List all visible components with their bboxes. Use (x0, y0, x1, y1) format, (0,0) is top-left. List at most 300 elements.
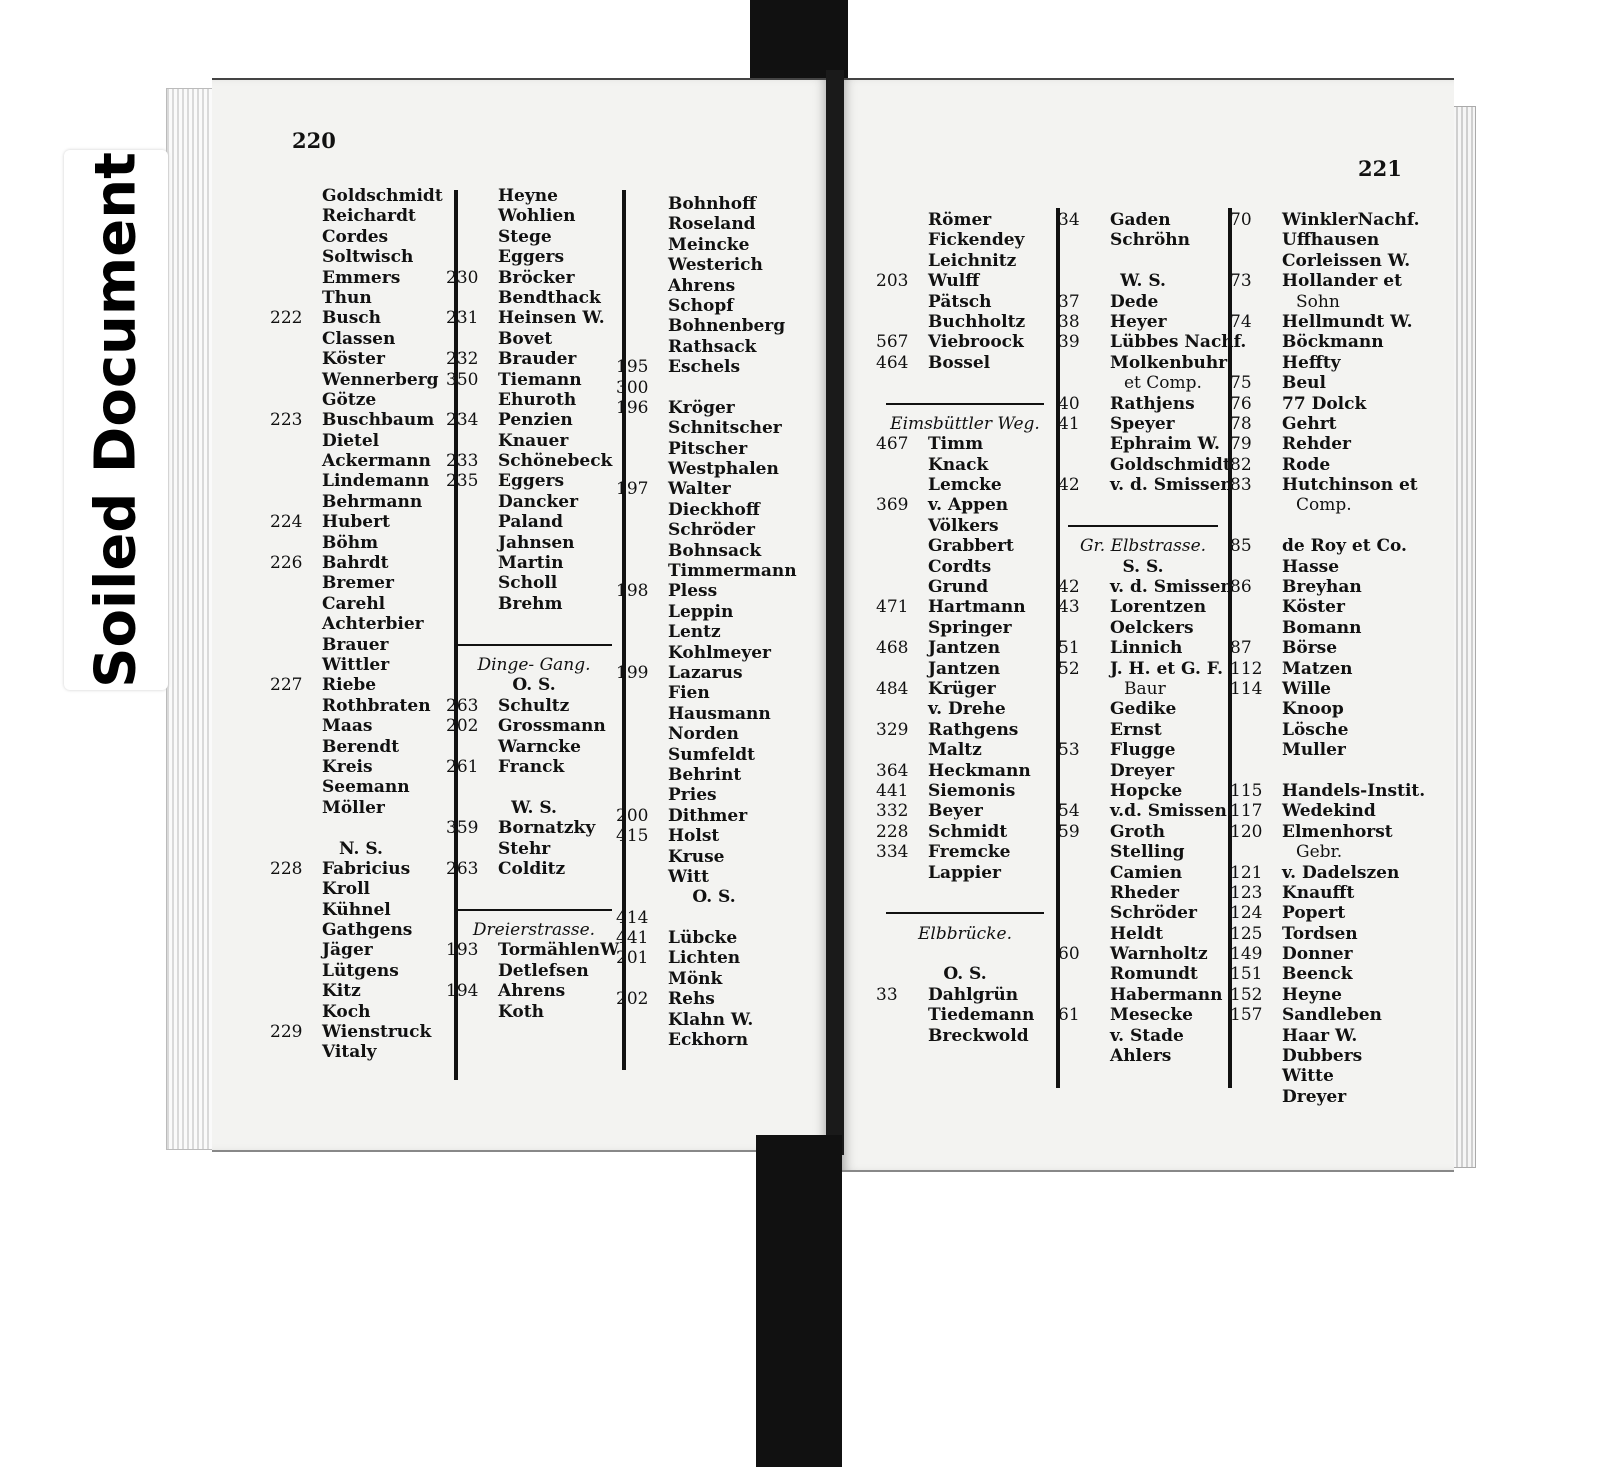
directory-entry (1230, 251, 1426, 271)
side-heading: W. S. (511, 797, 557, 818)
entry-name: Dreyer (1282, 1086, 1347, 1107)
entry-name: Hutchinson et (1282, 475, 1418, 496)
directory-entry (876, 863, 1054, 883)
house-number: 441 (876, 780, 909, 801)
entry-name: Krüger (928, 678, 996, 699)
directory-entry (1058, 1026, 1228, 1046)
entry-name: Goldschmidt (322, 186, 443, 206)
house-number: 34 (1058, 210, 1080, 230)
directory-entry (446, 471, 622, 491)
entry-name: Rheder (1110, 882, 1179, 903)
entry-name: Grabbert (928, 536, 1014, 557)
entry-name: Camien (1110, 862, 1183, 883)
house-number: 115 (1230, 780, 1263, 801)
entry-continuation (1230, 842, 1426, 862)
entry-name: Sumfeldt (668, 744, 755, 765)
directory-entry (876, 475, 1054, 495)
house-number: 567 (876, 332, 909, 353)
directory-entry (876, 495, 1054, 515)
house-number: 70 (1230, 210, 1252, 230)
directory-entry (270, 288, 452, 308)
house-number: 235 (446, 471, 479, 492)
entry-name: Breckwold (928, 1025, 1029, 1046)
house-number: 78 (1230, 413, 1252, 434)
house-number: 329 (876, 719, 909, 740)
entry-name: Riebe (322, 675, 377, 696)
directory-entry (270, 594, 452, 614)
entry-name: Schröder (668, 520, 755, 541)
entry-name: Leichnitz (928, 250, 1017, 271)
directory-entry (876, 597, 1054, 617)
entry-name: Reichardt (322, 206, 416, 227)
entry-name: Schmidt (928, 821, 1008, 842)
house-number: 233 (446, 451, 479, 472)
entry-name: Franck (498, 756, 565, 777)
entry-name: et Comp. (1124, 373, 1202, 394)
house-number: 227 (270, 675, 303, 696)
directory-entry (270, 859, 452, 879)
directory-entry (446, 533, 622, 553)
street-heading: Dreierstrasse. (472, 920, 596, 941)
entry-name: Knoop (1282, 699, 1344, 720)
directory-entry (270, 349, 452, 369)
directory-entry (616, 643, 812, 663)
entry-name: Hubert (322, 512, 390, 533)
entry-name: Dede (1110, 291, 1159, 312)
house-number: 112 (1230, 658, 1263, 679)
directory-entry (446, 594, 622, 614)
entry-continuation (1230, 292, 1426, 312)
directory-entry (1058, 353, 1228, 373)
spacer (446, 777, 622, 797)
entry-name: WinklerNachf. (1282, 210, 1420, 230)
entry-name: Maltz (928, 740, 982, 761)
directory-entry (270, 410, 452, 430)
entry-name: Stehr (498, 838, 551, 859)
entry-name: Cordes (322, 226, 389, 247)
directory-entry (876, 292, 1054, 312)
directory-entry (270, 798, 452, 818)
directory-entry (616, 622, 812, 642)
entry-name: Rathgens (928, 719, 1019, 740)
directory-entry (616, 969, 812, 989)
directory-entry (876, 332, 1054, 352)
entry-name: Matzen (1282, 658, 1353, 679)
entry-name: Bossel (928, 352, 991, 373)
entry-name: Beul (1282, 373, 1327, 394)
entry-name: Colditz (498, 858, 566, 879)
directory-entry (446, 573, 622, 593)
directory-entry (1230, 740, 1426, 760)
entry-name: Corleissen W. (1282, 250, 1411, 271)
entry-name: Seemann (322, 777, 410, 798)
spacer (876, 883, 1054, 903)
entry-name: Bröcker (498, 267, 575, 288)
entry-name: Lütgens (322, 960, 399, 981)
house-number: 157 (1230, 1005, 1263, 1026)
house-number: 197 (616, 479, 649, 500)
house-number: 117 (1230, 801, 1263, 822)
directory-entry (616, 826, 812, 846)
entry-name: Buchholtz (928, 311, 1026, 332)
directory-entry (270, 390, 452, 410)
entry-name: Ahlers (1110, 1046, 1172, 1067)
entry-name: Jäger (322, 940, 373, 961)
house-number: 224 (270, 512, 303, 533)
directory-entry (1058, 230, 1228, 250)
house-number: 76 (1230, 393, 1252, 414)
entry-name: Bahrdt (322, 553, 389, 574)
directory-entry (1058, 659, 1228, 679)
house-number: 41 (1058, 413, 1080, 434)
directory-entry (1230, 638, 1426, 658)
entry-name: Heyne (498, 186, 558, 206)
directory-entry (876, 577, 1054, 597)
entry-name: Warncke (498, 736, 581, 757)
directory-entry (876, 740, 1054, 760)
directory-entry (876, 985, 1054, 1005)
house-number: 42 (1058, 475, 1080, 496)
entry-name: Bornatzky (498, 818, 596, 839)
entry-name: Buschbaum (322, 410, 435, 431)
entry-name: Pries (668, 785, 717, 806)
entry-name: Beenck (1282, 964, 1353, 985)
entry-name: Böckmann (1282, 332, 1384, 353)
directory-entry (1230, 1046, 1426, 1066)
entry-name: Soltwisch (322, 247, 414, 268)
directory-entry (446, 716, 622, 736)
directory-entry (876, 230, 1054, 250)
directory-entry (616, 867, 812, 887)
entry-name: Donner (1282, 944, 1353, 965)
directory-entry (616, 479, 812, 499)
spacer (1058, 251, 1228, 271)
section-divider (876, 903, 1054, 923)
entry-name: Kitz (322, 981, 361, 1002)
directory-entry (270, 308, 452, 328)
directory-entry (446, 451, 622, 471)
directory-entry (876, 210, 1054, 230)
entry-name: Heffty (1282, 352, 1341, 373)
entry-name: Bomann (1282, 617, 1362, 638)
entry-name: Lichten (668, 948, 741, 969)
entry-name: Kohlmeyer (668, 642, 772, 663)
directory-entry (1230, 1066, 1426, 1086)
directory-entry (876, 801, 1054, 821)
house-number: 263 (446, 858, 479, 879)
entry-name: Rathsack (668, 336, 757, 357)
entry-name: Gehrt (1282, 413, 1337, 434)
house-number: 359 (446, 818, 479, 839)
directory-entry (446, 859, 622, 879)
directory-entry (1230, 353, 1426, 373)
entry-name: Uffhausen (1282, 230, 1380, 251)
directory-entry (446, 288, 622, 308)
directory-entry (1058, 597, 1228, 617)
entry-name: Classen (322, 328, 396, 349)
entry-name: Penzien (498, 410, 573, 431)
entry-name: Dieckhoff (668, 499, 760, 520)
directory-entry (616, 520, 812, 540)
entry-name: Walter (668, 479, 731, 500)
directory-entry (270, 635, 452, 655)
directory-entry (616, 541, 812, 561)
entry-name: Cordts (928, 556, 992, 577)
directory-entry (1230, 699, 1426, 719)
directory-entry (1230, 801, 1426, 821)
entry-name: Popert (1282, 903, 1346, 924)
entry-name: Breyhan (1282, 577, 1362, 598)
directory-entry (1230, 1087, 1426, 1107)
house-number: 33 (876, 984, 898, 1005)
house-number: 222 (270, 308, 303, 329)
entry-name: Timmermann (668, 561, 797, 582)
directory-entry (1230, 1026, 1426, 1046)
entry-name: v. Dadelszen (1282, 862, 1400, 883)
house-number: 82 (1230, 454, 1252, 475)
directory-entry (876, 618, 1054, 638)
house-number: 75 (1230, 373, 1252, 394)
side-heading: S. S. (1122, 556, 1164, 577)
entry-name: Grund (928, 577, 989, 598)
directory-entry (1230, 557, 1426, 577)
directory-entry (616, 398, 812, 418)
directory-entry (1230, 618, 1426, 638)
house-number: 87 (1230, 638, 1252, 659)
directory-entry (446, 247, 622, 267)
entry-name: Bohnsack (668, 540, 762, 561)
entry-name: Brauder (498, 349, 577, 370)
house-number: 234 (446, 410, 479, 431)
entry-name: Ackermann (322, 451, 431, 472)
house-number: 261 (446, 756, 479, 777)
directory-entry (270, 1042, 452, 1062)
directory-entry (270, 451, 452, 471)
entry-name: Fickendey (928, 230, 1025, 251)
entry-name: Hartmann (928, 597, 1026, 618)
house-number: 43 (1058, 597, 1080, 618)
house-number: 228 (876, 821, 909, 842)
house-number: 37 (1058, 291, 1080, 312)
entry-name: Muller (1282, 740, 1346, 761)
directory-entry (1230, 903, 1426, 923)
house-number: 202 (616, 989, 649, 1010)
directory-entry (1058, 781, 1228, 801)
entry-name: Siemonis (928, 780, 1016, 801)
entry-name: de Roy et Co. (1282, 536, 1407, 557)
entry-continuation (1058, 679, 1228, 699)
entry-name: Jantzen (928, 638, 1001, 659)
entry-name: Witt (668, 866, 709, 887)
entry-name: Tiemann (498, 369, 582, 390)
entry-name: Ahrens (668, 275, 736, 296)
section-divider (446, 900, 622, 920)
directory-entry (1058, 292, 1228, 312)
directory-entry (1058, 210, 1228, 230)
entry-name: Haar W. (1282, 1025, 1358, 1046)
directory-entry (446, 839, 622, 859)
directory-entry (270, 370, 452, 390)
directory-entry (1230, 434, 1426, 454)
entry-name: Pätsch (928, 291, 992, 312)
house-number: 464 (876, 352, 909, 373)
entry-name: Lindemann (322, 471, 430, 492)
directory-entry (1058, 332, 1247, 353)
directory-entry (270, 737, 452, 757)
directory-entry (270, 614, 452, 634)
entry-name: Ephraim W. (1110, 434, 1220, 455)
directory-entry (446, 553, 622, 573)
directory-entry (446, 268, 622, 288)
entry-name: Heckmann (928, 760, 1031, 781)
entry-name: Rehs (668, 989, 715, 1010)
house-number: 195 (616, 357, 649, 378)
directory-entry (270, 329, 452, 349)
entry-name: Eggers (498, 247, 565, 268)
directory-entry (446, 227, 622, 247)
entry-name: v.d. Smissen (1110, 801, 1227, 822)
directory-entry (616, 928, 812, 948)
book-gutter (826, 70, 844, 1155)
directory-column-3 (616, 194, 812, 1050)
entry-name: Baur (1124, 678, 1166, 699)
entry-name: Hollander et (1282, 271, 1402, 292)
entry-name: Götze (322, 389, 377, 410)
directory-entry (270, 206, 452, 226)
page-number-right: 221 (1358, 156, 1402, 181)
house-number: 415 (616, 826, 649, 847)
directory-entry (1058, 801, 1228, 821)
entry-name: Warnholtz (1110, 944, 1208, 965)
directory-entry (270, 879, 452, 899)
directory-entry (446, 349, 622, 369)
house-number: 124 (1230, 903, 1263, 924)
house-number: 149 (1230, 944, 1263, 965)
directory-entry (876, 353, 1054, 373)
entry-name: Fien (668, 683, 710, 704)
spacer (1058, 495, 1228, 515)
entry-name: Eschels (668, 357, 741, 378)
entry-name: Speyer (1110, 413, 1175, 434)
house-number: 484 (876, 678, 909, 699)
entry-name: Wennerberg (322, 369, 439, 390)
house-number: 350 (446, 369, 479, 390)
directory-entry (270, 1022, 452, 1042)
entry-name: Springer (928, 617, 1012, 638)
house-number: 364 (876, 760, 909, 781)
page-number-left: 220 (292, 128, 336, 153)
entry-name: Groth (1110, 821, 1166, 842)
entry-name: Hellmundt W. (1282, 311, 1413, 332)
directory-entry (446, 431, 622, 451)
directory-entry (270, 940, 452, 960)
directory-entry (446, 981, 622, 1001)
directory-entry (1058, 761, 1228, 781)
house-number: 467 (876, 434, 909, 455)
entry-name: Rode (1282, 454, 1331, 475)
entry-name: Handels-Instit. (1282, 780, 1426, 801)
entry-name: 77 Dolck (1282, 393, 1367, 414)
side-heading: O. S. (512, 675, 556, 696)
directory-entry (876, 251, 1054, 271)
house-number: 223 (270, 410, 303, 431)
directory-entry (616, 948, 812, 968)
directory-entry (876, 659, 1054, 679)
directory-entry (616, 276, 812, 296)
side-heading: O. S. (692, 887, 736, 908)
entry-name: Mesecke (1110, 1005, 1193, 1026)
directory-entry (270, 573, 452, 593)
spacer (446, 614, 622, 634)
directory-entry (270, 777, 452, 797)
directory-entry (876, 516, 1054, 536)
directory-entry (270, 675, 452, 695)
entry-name: Lübbes Nachf. (1110, 332, 1247, 353)
entry-name: Beyer (928, 801, 983, 822)
entry-name: Gathgens (322, 920, 413, 941)
entry-name: Scholl (498, 573, 558, 594)
entry-name: Martin (498, 553, 564, 574)
directory-entry (270, 431, 452, 451)
entry-name: Schultz (498, 695, 570, 716)
directory-entry (270, 716, 452, 736)
directory-entry (1230, 414, 1426, 434)
street-heading: Gr. Elbstrasse. (1079, 536, 1207, 557)
entry-name: Gedike (1110, 699, 1177, 720)
directory-entry (616, 378, 812, 398)
house-number: 152 (1230, 984, 1263, 1005)
directory-entry (1230, 659, 1426, 679)
entry-name: Heyer (1110, 311, 1167, 332)
entry-name: Comp. (1296, 495, 1352, 516)
entry-name: Kruse (668, 846, 725, 867)
stamp-label: Soiled Document (83, 152, 149, 688)
directory-entry (446, 961, 622, 981)
entry-name: Wedekind (1282, 801, 1376, 822)
house-number: 123 (1230, 882, 1263, 903)
directory-entry (446, 186, 622, 206)
house-number: 414 (616, 907, 649, 928)
entry-name: Eggers (498, 471, 565, 492)
house-number: 86 (1230, 577, 1252, 598)
house-number: 200 (616, 805, 649, 826)
soiled-document-stamp (64, 150, 168, 690)
entry-name: Jantzen (928, 658, 1001, 679)
house-number: 202 (446, 716, 479, 737)
entry-name: Stelling (1110, 842, 1185, 863)
directory-entry (616, 316, 812, 336)
directory-entry (1058, 964, 1228, 984)
entry-name: Norden (668, 724, 739, 745)
entry-name: Knack (928, 454, 989, 475)
directory-entry (1058, 577, 1233, 598)
directory-entry (1058, 740, 1228, 760)
house-number: 40 (1058, 393, 1080, 414)
entry-continuation (1058, 373, 1228, 393)
entry-name: Achterbier (322, 614, 424, 635)
house-number: 74 (1230, 311, 1252, 332)
entry-name: Schönebeck (498, 451, 613, 472)
entry-name: Schopf (668, 295, 734, 316)
entry-name: Molkenbuhr (1110, 352, 1228, 373)
house-number: 73 (1230, 271, 1252, 292)
directory-entry (616, 663, 812, 683)
directory-entry (616, 459, 812, 479)
side-heading: N. S. (339, 838, 383, 859)
directory-entry (616, 235, 812, 255)
directory-entry (270, 981, 452, 1001)
directory-entry (616, 989, 812, 1009)
